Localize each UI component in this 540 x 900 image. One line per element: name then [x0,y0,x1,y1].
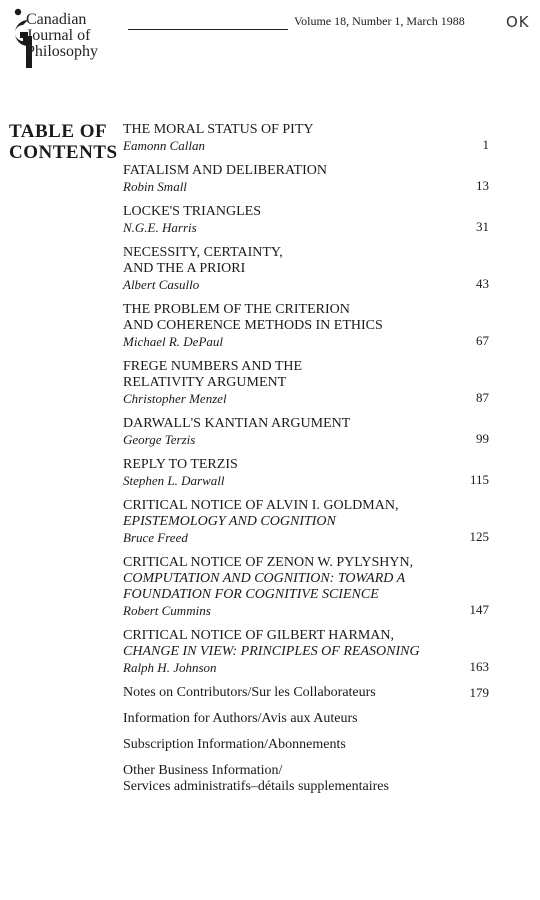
entry-title-line: CHANGE IN VIEW: PRINCIPLES OF REASONING [123,644,420,659]
entry-title-line: EPISTEMOLOGY AND COGNITION [123,514,336,529]
toc-entry [123,122,503,154]
entry-title-line: COMPUTATION AND COGNITION: TOWARD A [123,571,406,586]
entry-page-number: 87 [476,390,489,405]
entry-title-line: NECESSITY, CERTAINTY, [123,245,283,260]
entry-page-number: 31 [476,219,489,234]
entry-author: Christopher Menzel [123,391,227,406]
journal-name-line: Philosophy [26,43,99,60]
entry-title [123,416,503,432]
entry-title-line: FATALISM AND DELIBERATION [123,163,327,178]
entry-title-line: RELATIVITY ARGUMENT [123,375,287,390]
issue-info: Volume 18, Number 1, March 1988 [294,14,465,28]
entry-page-number: 125 [469,529,489,544]
entry-title-line: CRITICAL NOTICE OF ALVIN I. GOLDMAN, [123,498,399,513]
back-matter-line: Information for Authors/Avis aux Auteurs [123,711,358,726]
back-matter-line: Subscription Information/Abonnements [123,737,346,752]
entry-author: Stephen L. Darwall [123,473,225,488]
back-matter-item [123,685,503,701]
header-rule [128,29,288,30]
entry-page-number: 13 [476,178,489,193]
toc-entry [123,204,503,236]
entry-title-line: FOUNDATION FOR COGNITIVE SCIENCE [123,587,379,602]
entry-title [123,245,503,277]
handwritten-note: OK [506,13,530,31]
entry-title [123,628,503,660]
back-matter-item [123,737,503,753]
toc-entry [123,498,503,546]
toc-entry [123,457,503,489]
toc-entry [123,163,503,195]
entry-author: George Terzis [123,432,196,447]
entry-title [123,204,503,220]
toc-entry [123,359,503,407]
entry-title-line: LOCKE'S TRIANGLES [123,204,261,219]
entry-title [123,359,503,391]
journal-logo [4,6,134,78]
toc-entry [123,628,503,676]
journal-name-line: Canadian [26,11,87,28]
entry-title-line: FREGE NUMBERS AND THE [123,359,303,374]
back-matter-line: Notes on Contributors/Sur les Collaborateurs [123,685,376,700]
entry-title-line: THE MORAL STATUS OF PITY [123,122,314,137]
toc-heading [9,121,118,163]
entry-title [123,122,503,138]
journal-name [26,12,98,60]
toc-entry [123,555,503,619]
entry-title-line: CRITICAL NOTICE OF ZENON W. PYLYSHYN, [123,555,414,570]
entry-page-number: 115 [469,472,489,487]
back-matter-line: Services administratifs–détails supplementaires [123,779,389,794]
entry-title-line: AND COHERENCE METHODS IN ETHICS [123,318,383,333]
entry-page-number: 43 [476,276,489,291]
entry-title-line: AND THE A PRIORI [123,261,246,276]
entry-author: Ralph H. Johnson [123,660,217,675]
toc-entry [123,245,503,293]
toc-heading-line: CONTENTS [9,142,118,163]
entry-title-line: CRITICAL NOTICE OF GILBERT HARMAN, [123,628,394,643]
back-matter-page-number: 179 [469,685,489,700]
entry-page-number: 67 [476,333,489,348]
entry-author: Michael R. DePaul [123,334,223,349]
entry-title [123,302,503,334]
entry-page-number: 1 [482,137,489,152]
back-matter-item [123,763,503,795]
entry-title [123,555,503,603]
entry-title-line: THE PROBLEM OF THE CRITERION [123,302,350,317]
entry-title [123,457,503,473]
entry-page-number: 163 [469,659,489,674]
entry-author: N.G.E. Harris [123,220,197,235]
entry-author: Robert Cummins [123,603,211,618]
entry-page-number: 147 [469,602,489,617]
entry-title [123,163,503,179]
entry-author: Eamonn Callan [123,138,205,153]
toc-entry [123,416,503,448]
toc-entries [123,122,503,805]
entry-title-line: DARWALL'S KANTIAN ARGUMENT [123,416,351,431]
entry-author: Bruce Freed [123,530,188,545]
entry-title [123,498,503,530]
back-matter-line: Other Business Information/ [123,763,283,778]
back-matter-item [123,711,503,727]
entry-author: Albert Casullo [123,277,200,292]
entry-author: Robin Small [123,179,187,194]
entry-page-number: 99 [476,431,489,446]
entry-title-line: REPLY TO TERZIS [123,457,238,472]
journal-name-line: Journal of [26,27,91,44]
toc-heading-line: TABLE OF [9,121,108,142]
toc-entry [123,302,503,350]
